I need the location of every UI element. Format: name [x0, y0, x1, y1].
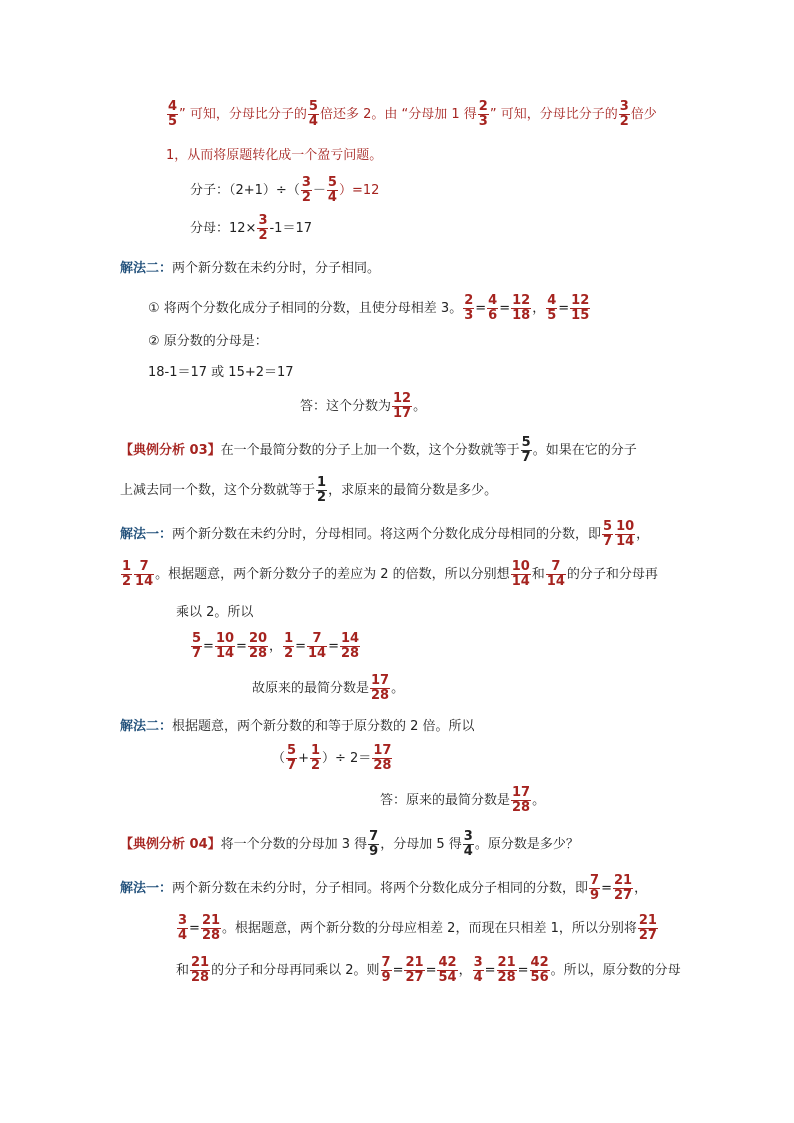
fraction: $\frac{7}{14}$: [546, 559, 565, 589]
text: ，分母加 5 得: [380, 837, 462, 852]
ex2-step1: ① 将两个分数化成分子相同的分数，且使分母相差 3。 $\frac{2}{3}$ = $\frac{4}{6}$ = $\frac{12}{18}$ ， $\frac{4}{5}$ = $\frac{12}{15}$: [148, 293, 590, 323]
ex2-method2: [120, 260, 380, 278]
fraction: $\frac{42}{54}$: [438, 955, 457, 985]
fraction: $\frac{5}{7}$: [521, 435, 531, 465]
solution1-line2: 1，从而将原题转化成一个盈亏问题。: [166, 148, 383, 163]
numerator-calc: 分子：（2+1）÷（ $\frac{3}{2}$ － $\frac{5}{4}$ ）=12: [190, 175, 380, 205]
ex4-question: [120, 830, 579, 859]
ex3-question-line1: [120, 436, 637, 465]
text: 的分子和分母再: [566, 567, 658, 582]
text: 将一个分数的分母加 3 得: [220, 837, 368, 852]
ex3-conclusion: 故原来的最简分数是 $\frac{17}{28}$ 。: [252, 673, 405, 703]
method-title: 解法一：: [120, 527, 173, 542]
fraction: $\frac{21}{27}$: [638, 913, 657, 943]
text: ” 可知，分母比分子的: [179, 107, 307, 122]
text: 。: [413, 399, 427, 414]
fraction: $\frac{21}{27}$: [405, 955, 424, 985]
fraction: $\frac{5}{7}$: [603, 519, 613, 549]
method-title: 解法二：: [120, 719, 173, 734]
ex3-method2: [120, 718, 475, 736]
text: 答：这个分数为: [300, 399, 392, 414]
fraction: $\frac{17}{28}$: [373, 743, 392, 773]
text: 。所以，原分数的分母: [550, 963, 681, 978]
text: 分母：12×: [190, 221, 257, 236]
fraction: $\frac{3}{4}$: [178, 913, 188, 943]
fraction: $\frac{7}{14}$: [308, 631, 327, 661]
ex3-answer: 答：原来的最简分数是 $\frac{17}{28}$ 。: [380, 785, 546, 815]
ex2-answer: [300, 392, 426, 421]
fraction: $\frac{42}{56}$: [530, 955, 549, 985]
fraction-2-3: $\frac{2}{3}$: [478, 99, 488, 129]
ex3-method1-line2: [120, 560, 658, 589]
text: 在一个最简分数的分子上加一个数，这个分数就等于: [220, 443, 520, 458]
fraction: $\frac{4}{6}$: [488, 293, 498, 323]
ex4-method1-line3: 和 $\frac{21}{28}$ 的分子和分母再同乘以 2。则 $\frac{7}{9}$ = $\frac{21}{27}$ = $\frac{42}{54}$ ， $\frac{3}{4}$ = $\frac{21}{28}$ = $\frac{42}{56}$ 。所以，原分数的分母: [176, 955, 681, 985]
text: 分子：（2+1）÷（: [190, 183, 300, 198]
fraction: $\frac{4}{5}$: [547, 293, 557, 323]
text: 。如果在它的分子: [532, 443, 637, 458]
text: ① 将两个分数化成分子相同的分数，且使分母相差 3。: [148, 301, 463, 316]
fraction: $\frac{12}{18}$: [512, 293, 531, 323]
fraction: $\frac{21}{28}$: [497, 955, 516, 985]
fraction: $\frac{7}{14}$: [135, 559, 154, 589]
fraction: $\frac{10}{14}$: [215, 631, 235, 661]
text: 。根据题意，两个新分数分子的差应为 2 的倍数，所以分别想: [155, 567, 510, 582]
text: ” 可知，分母比分子的: [489, 107, 618, 122]
text: 。根据题意，两个新分数的分母应相差 2，而现在只相差 1，所以分别将: [222, 921, 637, 936]
solution1-line1: [166, 100, 657, 129]
fraction: $\frac{7}{9}$: [381, 955, 391, 985]
ex2-step2: ② 原分数的分母是：: [148, 334, 268, 349]
fraction: $\frac{3}{2}$: [258, 213, 268, 243]
fraction: $\frac{3}{2}$: [301, 175, 311, 205]
ex3-equations: $\frac{5}{7}$ = $\frac{10}{14}$ = $\frac{20}{28}$ ， $\frac{1}{2}$ = $\frac{7}{14}$ = $\frac{14}{28}$: [192, 631, 360, 661]
fraction: $\frac{5}{7}$: [192, 631, 202, 661]
fraction: $\frac{12}{15}$: [571, 293, 590, 323]
ex3-method2-calc: （ $\frac{5}{7}$ + $\frac{1}{2}$ ）÷ 2＝ $\frac{17}{28}$: [272, 743, 392, 773]
fraction-5-4: $\frac{5}{4}$: [308, 99, 318, 129]
fraction: $\frac{10}{14}$: [511, 559, 530, 589]
fraction: $\frac{7}{9}$: [369, 829, 379, 859]
ex3-method1-line3: 乘以 2。所以: [176, 605, 254, 620]
text: -1＝17: [269, 221, 312, 236]
fraction: $\frac{1}{2}$: [317, 475, 327, 505]
text: 根据题意，两个新分数的和等于原分数的 2 倍。所以: [172, 719, 475, 734]
fraction: $\frac{10}{14}$: [616, 519, 635, 549]
fraction-3-2: $\frac{3}{2}$: [619, 99, 629, 129]
method-title: 解法一：: [120, 881, 173, 896]
text: ）=12: [338, 183, 380, 198]
ex3-question-line2: [120, 476, 497, 505]
example-tag: 【典例分析 04】: [120, 837, 221, 852]
text: 和: [531, 567, 545, 582]
example-tag: 【典例分析 03】: [120, 443, 221, 458]
ex2-calc: 18-1＝17 或 15+2＝17: [148, 365, 294, 380]
text: 故原来的最简分数是: [252, 681, 370, 696]
text: ，求原来的最简分数是多少。: [328, 483, 498, 498]
text: 两个新分数在未约分时，分子相同。: [172, 261, 381, 276]
fraction: $\frac{21}{28}$: [191, 955, 210, 985]
text: ）÷ 2＝: [322, 751, 372, 766]
fraction: $\frac{1}{2}$: [284, 631, 294, 661]
fraction: $\frac{5}{4}$: [327, 175, 337, 205]
fraction: $\frac{21}{28}$: [201, 913, 221, 943]
fraction: $\frac{3}{4}$: [473, 955, 483, 985]
text: 两个新分数在未约分时，分母相同。将这两个分数化成分母相同的分数，即: [172, 527, 602, 542]
text: 两个新分数在未约分时，分子相同。将两个分数化成分子相同的分数，即: [172, 881, 589, 896]
method-title: 解法二：: [120, 261, 173, 276]
ex4-method1-line2: $\frac{3}{4}$ = $\frac{21}{28}$ 。根据题意，两个新分数的分母应相差 2，而现在只相差 1，所以分别将 $\frac{21}{27}$: [178, 913, 657, 943]
fraction: $\frac{17}{28}$: [512, 785, 531, 815]
text: 上减去同一个数，这个分数就等于: [120, 483, 316, 498]
fraction: $\frac{7}{9}$: [590, 873, 600, 903]
ex3-method1-line1: 解法一：两个新分数在未约分时，分母相同。将这两个分数化成分母相同的分数，即 $\frac{5}{7}$ $\frac{10}{14}$ ，: [120, 519, 650, 549]
fraction: $\frac{21}{27}$: [613, 873, 633, 903]
fraction: $\frac{12}{17}$: [393, 391, 412, 421]
text: 倍还多 2。由 “分母加 1 得: [319, 107, 477, 122]
fraction: $\frac{5}{7}$: [287, 743, 297, 773]
denominator-calc: [190, 214, 312, 243]
ex4-method1-line1: 解法一：两个新分数在未约分时，分子相同。将两个分数化成分子相同的分数，即 $\frac{7}{9}$ = $\frac{21}{27}$ ，: [120, 873, 648, 903]
text: 的分子和分母再同乘以 2。则: [211, 963, 380, 978]
fraction: $\frac{14}{28}$: [341, 631, 360, 661]
fraction: $\frac{1}{2}$: [122, 559, 132, 589]
fraction: $\frac{20}{28}$: [248, 631, 268, 661]
fraction: $\frac{2}{3}$: [464, 293, 474, 323]
text: 和: [176, 963, 190, 978]
text: 倍少: [630, 107, 657, 122]
fraction: $\frac{17}{28}$: [371, 673, 390, 703]
fraction-4-5: $\frac{4}{5}$: [168, 99, 178, 129]
fraction: $\frac{3}{4}$: [463, 829, 473, 859]
text: 答：原来的最简分数是: [380, 793, 511, 808]
fraction: $\frac{1}{2}$: [310, 743, 321, 773]
text: 。原分数是多少？: [474, 837, 579, 852]
